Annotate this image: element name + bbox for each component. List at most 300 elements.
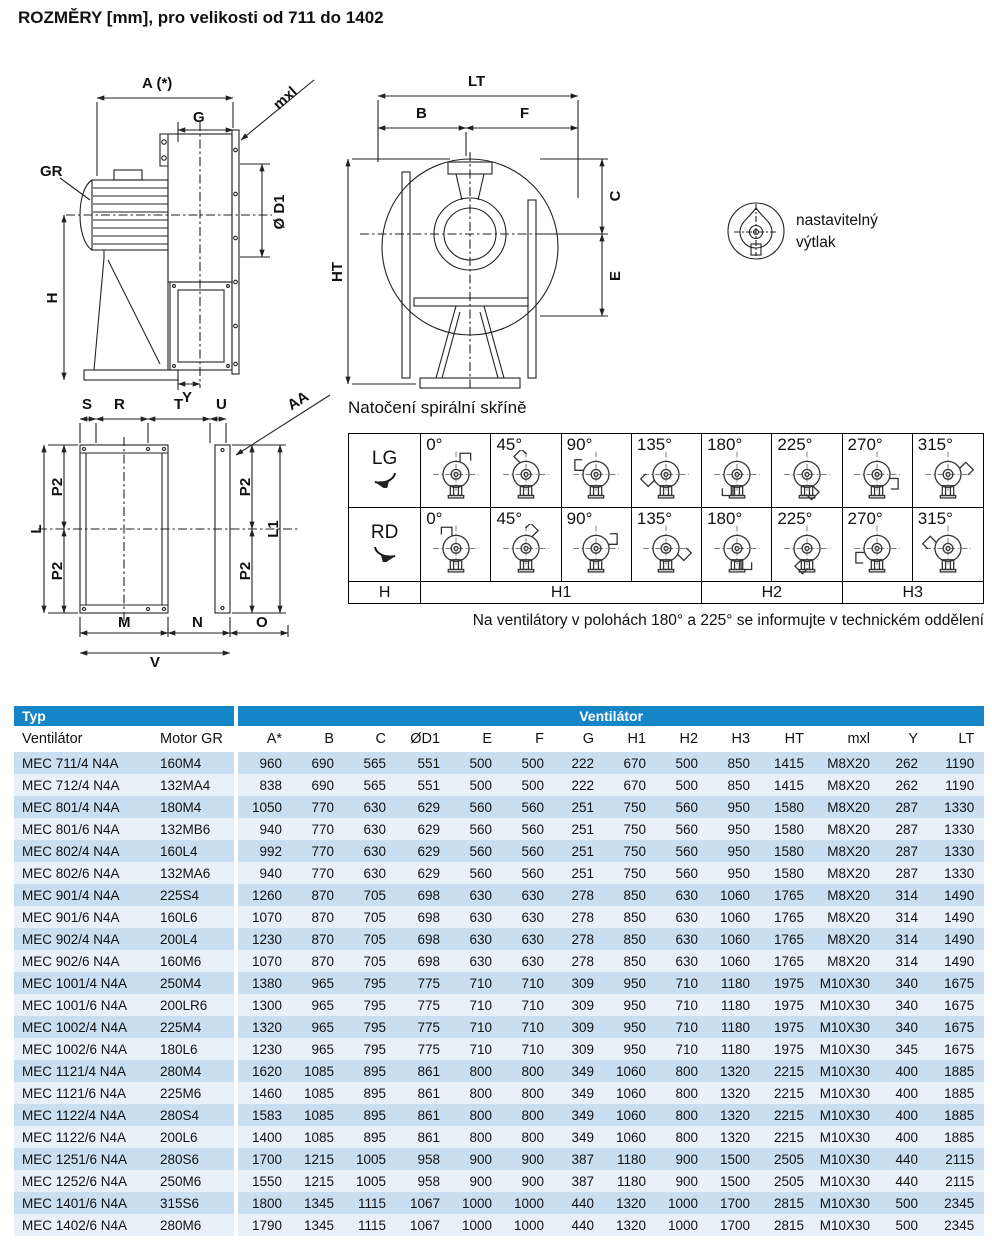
cell-motor-gr: 180M4 [152,796,236,818]
table-row [14,1192,984,1214]
rotation-cell-lg-135 [631,434,701,508]
cell-dimension-value: 950 [708,840,760,862]
cell-dimension-value: 895 [344,1082,396,1104]
cell-dimension-value: 2215 [760,1126,814,1148]
cell-dimension-value: 2815 [760,1192,814,1214]
fan-orientation-glyph [570,450,622,502]
group-header-typ: Typ [14,706,236,726]
rotation-section-title: Natočení spirální skříně [348,398,527,417]
cell-dimension-value: 1620 [236,1060,292,1082]
fan-orientation-glyph [640,450,692,502]
cell-motor-gr: 132MB6 [152,818,236,840]
cell-dimension-value: 500 [502,752,554,774]
angle-label: 270° [847,509,883,528]
cell-dimension-value: 750 [604,796,656,818]
cell-dimension-value: 1700 [708,1192,760,1214]
table-row [14,1126,984,1148]
column-header-h1: H1 [604,726,656,752]
cell-dimension-value: 630 [502,928,554,950]
plan-view-drawing [28,383,350,671]
cell-dimension-value: 770 [292,840,344,862]
cell-dimension-value: 800 [656,1126,708,1148]
cell-dimension-value: 1583 [236,1104,292,1126]
cell-dimension-value: 800 [450,1126,502,1148]
cell-dimension-value: 1580 [760,796,814,818]
cell-dimension-value: 992 [236,840,292,862]
rotation-label-lg: LG [371,447,398,469]
cell-dimension-value: 795 [344,994,396,1016]
cell-ventilator-type: MEC 1252/6 N4A [14,1170,152,1192]
cell-motor-gr: 250M4 [152,972,236,994]
rotation-cell-rd-0 [421,508,491,582]
cell-dimension-value: 950 [708,818,760,840]
cell-dimension-value: 630 [344,862,396,884]
column-header-motorgr: Motor GR [152,726,236,752]
cell-dimension-value: 1765 [760,906,814,928]
rotation-footer-h1: H1 [421,582,702,604]
cell-dimension-value: 1675 [928,994,984,1016]
cell-motor-gr: 315S6 [152,1192,236,1214]
dim-label-a: A (*) [142,75,173,92]
dim-label-lt: LT [468,73,486,90]
cell-dimension-value: 1345 [292,1192,344,1214]
column-header-c: C [344,726,396,752]
group-header-row [14,706,984,726]
cell-dimension-value: 698 [396,906,450,928]
dim-label-g: G [193,109,205,126]
rotation-cell-lg-0 [421,434,491,508]
table-row [14,1214,984,1236]
rotation-label-rd: RD [370,521,399,543]
cell-dimension-value: 251 [554,796,604,818]
cell-dimension-value: 251 [554,840,604,862]
cell-dimension-value: 400 [880,1126,928,1148]
cell-dimension-value: 870 [292,884,344,906]
cell-dimension-value: 770 [292,862,344,884]
cell-dimension-value: 400 [880,1082,928,1104]
cell-dimension-value: 690 [292,752,344,774]
fan-orientation-glyph [430,524,482,576]
cell-dimension-value: 1765 [760,928,814,950]
cell-dimension-value: 1415 [760,752,814,774]
cell-dimension-value: 800 [502,1104,554,1126]
cell-dimension-value: 1180 [604,1148,656,1170]
cell-dimension-value: 287 [880,840,928,862]
dim-label-p2-3: P2 [237,477,254,497]
cell-dimension-value: M10X30 [814,1104,880,1126]
angle-label: 45° [496,509,523,528]
cell-dimension-value: 560 [450,840,502,862]
cell-dimension-value: 630 [450,928,502,950]
cell-dimension-value: M10X30 [814,1082,880,1104]
front-view-drawing [329,72,624,392]
cell-dimension-value: 630 [502,884,554,906]
cell-dimension-value: 850 [708,774,760,796]
cell-dimension-value: 1067 [396,1214,450,1236]
cell-dimension-value: 1060 [604,1082,656,1104]
rotation-row-rd [349,508,984,582]
cell-motor-gr: 225S4 [152,884,236,906]
cell-dimension-value: 698 [396,928,450,950]
rotation-cell-rd-315 [912,508,983,582]
cell-dimension-value: 710 [656,972,708,994]
cell-dimension-value: 1115 [344,1214,396,1236]
cell-dimension-value: 1700 [236,1148,292,1170]
cell-dimension-value: 387 [554,1170,604,1192]
cell-dimension-value: 710 [656,1016,708,1038]
cell-dimension-value: 800 [450,1082,502,1104]
table-row [14,862,984,884]
cell-dimension-value: M8X20 [814,774,880,796]
cell-dimension-value: M8X20 [814,840,880,862]
cell-dimension-value: 560 [656,862,708,884]
cell-dimension-value: 1060 [708,906,760,928]
cell-dimension-value: 900 [656,1170,708,1192]
column-header-g: G [554,726,604,752]
dim-label-gr: GR [40,163,63,180]
cell-dimension-value: 629 [396,796,450,818]
rotation-footer-h3: H3 [842,582,983,604]
cell-motor-gr: 160M4 [152,752,236,774]
cell-ventilator-type: MEC 801/6 N4A [14,818,152,840]
column-header-ventiltor: Ventilátor [14,726,152,752]
cell-dimension-value: 1490 [928,884,984,906]
cell-dimension-value: M8X20 [814,796,880,818]
cell-dimension-value: 1550 [236,1170,292,1192]
fan-orientation-glyph [922,524,974,576]
cell-dimension-value: 440 [554,1192,604,1214]
cell-dimension-value: 900 [656,1148,708,1170]
cell-dimension-value: 2345 [928,1192,984,1214]
cell-dimension-value: 1320 [708,1126,760,1148]
table-row [14,906,984,928]
cell-dimension-value: 1180 [708,1016,760,1038]
cell-ventilator-type: MEC 1251/6 N4A [14,1148,152,1170]
cell-dimension-value: 1580 [760,840,814,862]
column-header-h3: H3 [708,726,760,752]
cell-ventilator-type: MEC 1122/6 N4A [14,1126,152,1148]
cell-dimension-value: 965 [292,1038,344,1060]
cell-ventilator-type: MEC 1402/6 N4A [14,1214,152,1236]
rotation-cell-rd-225 [772,508,842,582]
cell-dimension-value: 262 [880,774,928,796]
fan-orientation-glyph [711,450,763,502]
dim-label-aa: AA [284,388,312,415]
cell-dimension-value: 900 [502,1170,554,1192]
cell-dimension-value: 1000 [502,1214,554,1236]
cell-dimension-value: 1180 [604,1170,656,1192]
cell-ventilator-type: MEC 1001/6 N4A [14,994,152,1016]
dim-label-n: N [192,614,203,631]
cell-dimension-value: 560 [656,818,708,840]
cell-dimension-value: 1415 [760,774,814,796]
cell-motor-gr: 225M4 [152,1016,236,1038]
cell-dimension-value: 1330 [928,840,984,862]
cell-dimension-value: 349 [554,1060,604,1082]
fan-orientation-glyph [500,524,552,576]
cell-dimension-value: M8X20 [814,950,880,972]
cell-dimension-value: 500 [656,774,708,796]
cell-ventilator-type: MEC 711/4 N4A [14,752,152,774]
cell-dimension-value: 1215 [292,1148,344,1170]
angle-label: 45° [496,435,523,454]
table-row [14,1170,984,1192]
cell-dimension-value: 800 [450,1060,502,1082]
adjustable-outlet-icon [722,198,790,266]
cell-dimension-value: 1320 [708,1060,760,1082]
column-header-f: F [502,726,554,752]
dim-label-o: O [256,614,268,631]
cell-dimension-value: 710 [450,1038,502,1060]
cell-dimension-value: 795 [344,1016,396,1038]
cell-dimension-value: 1230 [236,1038,292,1060]
dim-label-h: H [44,292,61,304]
fan-orientation-glyph [781,450,833,502]
dim-label-d1: Ø D1 [271,194,288,230]
cell-dimension-value: 287 [880,818,928,840]
cell-dimension-value: 2115 [928,1170,984,1192]
table-row [14,1148,984,1170]
rotation-row-header-lg [349,434,421,508]
cell-dimension-value: 1085 [292,1104,344,1126]
cell-dimension-value: 1675 [928,1038,984,1060]
cell-dimension-value: M8X20 [814,906,880,928]
cell-dimension-value: 251 [554,862,604,884]
dim-label-l1: L1 [265,520,282,538]
cell-motor-gr: 132MA4 [152,774,236,796]
page-title: ROZMĚRY [mm], pro velikosti od 711 do 1402 [18,8,384,27]
cell-dimension-value: 630 [656,928,708,950]
rotation-row-lg [349,434,984,508]
cell-dimension-value: 800 [502,1126,554,1148]
cell-dimension-value: 1060 [708,884,760,906]
cell-dimension-value: 950 [604,994,656,1016]
dim-label-v: V [150,654,161,671]
cell-dimension-value: 795 [344,972,396,994]
cell-ventilator-type: MEC 901/4 N4A [14,884,152,906]
table-row [14,950,984,972]
cell-dimension-value: 850 [604,906,656,928]
cell-dimension-value: 1675 [928,972,984,994]
cell-dimension-value: 251 [554,818,604,840]
cell-dimension-value: 710 [656,994,708,1016]
cell-dimension-value: 1230 [236,928,292,950]
column-header-lt: LT [928,726,984,752]
cell-dimension-value: 775 [396,1038,450,1060]
cell-dimension-value: 710 [450,994,502,1016]
cell-dimension-value: 2215 [760,1060,814,1082]
column-header-a: A* [236,726,292,752]
angle-label: 0° [426,435,443,454]
cell-dimension-value: 958 [396,1170,450,1192]
cell-dimension-value: 1000 [450,1214,502,1236]
cell-motor-gr: 250M6 [152,1170,236,1192]
cell-dimension-value: 630 [502,950,554,972]
cell-dimension-value: 314 [880,884,928,906]
cell-dimension-value: 630 [450,906,502,928]
cell-dimension-value: 560 [502,862,554,884]
cell-dimension-value: 500 [450,752,502,774]
angle-label: 135° [636,509,673,528]
cell-dimension-value: 629 [396,862,450,884]
cell-dimension-value: 278 [554,906,604,928]
cell-dimension-value: 345 [880,1038,928,1060]
cell-motor-gr: 280S6 [152,1148,236,1170]
cell-ventilator-type: MEC 902/6 N4A [14,950,152,972]
cell-dimension-value: 1460 [236,1082,292,1104]
rotation-cell-rd-90 [561,508,631,582]
cell-dimension-value: M8X20 [814,928,880,950]
cell-dimension-value: 1005 [344,1170,396,1192]
dim-label-b: B [416,105,427,122]
table-row [14,840,984,862]
cell-dimension-value: M10X30 [814,1060,880,1082]
cell-dimension-value: 900 [450,1170,502,1192]
cell-dimension-value: 1060 [708,928,760,950]
cell-dimension-value: 1000 [502,1192,554,1214]
cell-dimension-value: 1067 [396,1192,450,1214]
cell-dimension-value: 861 [396,1082,450,1104]
cell-dimension-value: 630 [502,906,554,928]
cell-dimension-value: 1675 [928,1016,984,1038]
table-row [14,752,984,774]
dim-label-e: E [607,270,624,282]
dim-label-f: F [520,105,530,122]
cell-dimension-value: 1085 [292,1082,344,1104]
cell-dimension-value: 1885 [928,1104,984,1126]
cell-ventilator-type: MEC 1002/6 N4A [14,1038,152,1060]
cell-motor-gr: 180L6 [152,1038,236,1060]
cell-dimension-value: M10X30 [814,1016,880,1038]
cell-motor-gr: 225M6 [152,1082,236,1104]
cell-dimension-value: 630 [450,950,502,972]
cell-dimension-value: 560 [502,818,554,840]
cell-dimension-value: 770 [292,818,344,840]
cell-ventilator-type: MEC 1001/4 N4A [14,972,152,994]
cell-dimension-value: 400 [880,1060,928,1082]
fan-orientation-glyph [922,450,974,502]
cell-dimension-value: 850 [708,752,760,774]
cell-dimension-value: 710 [502,1038,554,1060]
fan-orientation-glyph [430,450,482,502]
column-header-e: E [450,726,502,752]
table-row [14,884,984,906]
cell-dimension-value: 1260 [236,884,292,906]
cell-dimension-value: 950 [708,862,760,884]
dim-label-u: U [216,396,227,413]
cell-dimension-value: 770 [292,796,344,818]
cell-dimension-value: 309 [554,1038,604,1060]
angle-label: 225° [777,509,813,528]
cell-dimension-value: 750 [604,818,656,840]
cell-dimension-value: 314 [880,950,928,972]
cell-dimension-value: 278 [554,950,604,972]
rotation-cell-rd-135 [631,508,701,582]
cell-dimension-value: 1975 [760,994,814,1016]
fan-orientation-glyph [500,450,552,502]
rotation-cell-lg-270 [842,434,912,508]
rotation-cell-rd-180 [702,508,772,582]
cell-dimension-value: 1060 [604,1104,656,1126]
cell-dimension-value: 1180 [708,972,760,994]
rotation-cell-lg-225 [772,434,842,508]
cell-dimension-value: 1320 [708,1104,760,1126]
dim-label-l: L [28,524,45,534]
cell-dimension-value: 750 [604,862,656,884]
adjustable-outlet-label-line1: nastavitelný [796,212,878,229]
cell-dimension-value: 940 [236,862,292,884]
cell-dimension-value: 349 [554,1126,604,1148]
cell-dimension-value: 629 [396,818,450,840]
fan-orientation-glyph [570,524,622,576]
angle-label: 315° [917,509,953,528]
cell-dimension-value: 1490 [928,906,984,928]
cell-dimension-value: 705 [344,884,396,906]
cell-dimension-value: 309 [554,972,604,994]
cell-dimension-value: M10X30 [814,1038,880,1060]
cell-dimension-value: 1400 [236,1126,292,1148]
table-row [14,774,984,796]
cell-dimension-value: 560 [450,796,502,818]
cell-dimension-value: 565 [344,774,396,796]
fan-orientation-glyph [851,524,903,576]
angle-label: 225° [777,435,813,454]
cell-ventilator-type: MEC 712/4 N4A [14,774,152,796]
cell-dimension-value: 1050 [236,796,292,818]
cell-motor-gr: 160M6 [152,950,236,972]
rotation-footer-h: H [349,582,421,604]
cell-ventilator-type: MEC 1121/4 N4A [14,1060,152,1082]
cell-dimension-value: M10X30 [814,1214,880,1236]
cell-dimension-value: 710 [502,994,554,1016]
dim-label-mxl: mxl [270,83,301,114]
cell-dimension-value: 340 [880,1016,928,1038]
dim-label-t: T [174,396,184,413]
cell-dimension-value: 340 [880,972,928,994]
cell-dimension-value: 1180 [708,1038,760,1060]
cell-dimension-value: 2815 [760,1214,814,1236]
cell-dimension-value: 1000 [450,1192,502,1214]
cell-dimension-value: 705 [344,906,396,928]
column-header-row [14,726,984,752]
cell-dimension-value: 1000 [656,1214,708,1236]
cell-motor-gr: 160L6 [152,906,236,928]
dim-label-p2-2: P2 [49,561,66,581]
cell-dimension-value: 1330 [928,818,984,840]
table-row [14,1082,984,1104]
dim-label-r: R [114,396,125,413]
cell-dimension-value: 222 [554,774,604,796]
cell-dimension-value: 2505 [760,1170,814,1192]
cell-dimension-value: 349 [554,1082,604,1104]
cell-dimension-value: 560 [656,840,708,862]
column-header-d1: ØD1 [396,726,450,752]
cell-dimension-value: 1490 [928,950,984,972]
cell-dimension-value: 861 [396,1104,450,1126]
dimensions-table [14,706,984,1236]
cell-dimension-value: 958 [396,1148,450,1170]
cell-dimension-value: 965 [292,972,344,994]
fan-orientation-glyph [851,450,903,502]
cell-dimension-value: 1085 [292,1126,344,1148]
cell-dimension-value: 950 [708,796,760,818]
rotation-footer-h2: H2 [702,582,842,604]
cell-dimension-value: M10X30 [814,994,880,1016]
dim-label-c: C [607,190,624,202]
dim-label-p2-1: P2 [49,477,66,497]
rd-direction-arrow-icon [370,544,400,562]
cell-dimension-value: 965 [292,994,344,1016]
